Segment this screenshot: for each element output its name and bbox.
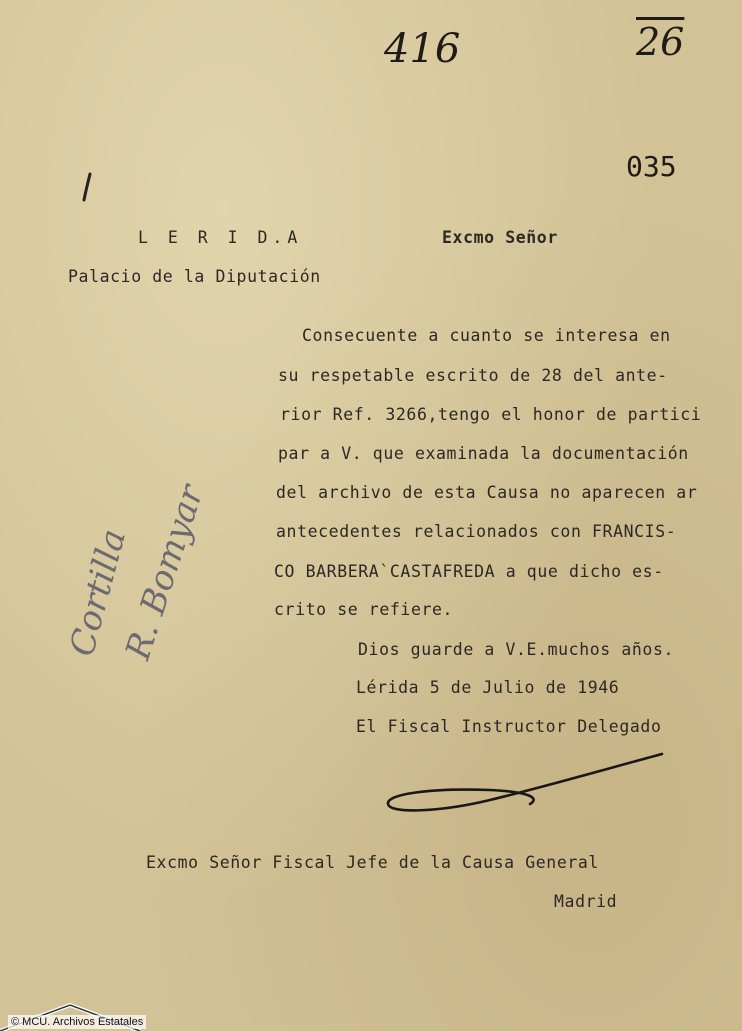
closing-line-2: Lérida 5 de Julio de 1946 bbox=[356, 678, 620, 697]
margin-note-line-1: Cortilla bbox=[62, 525, 135, 661]
handwritten-number-top: 416 bbox=[384, 26, 461, 72]
body-line: Consecuente a cuanto se interesa en bbox=[302, 326, 671, 345]
pen-mark bbox=[74, 172, 98, 206]
addressee-line-1: Excmo Señor Fiscal Jefe de la Causa General bbox=[146, 853, 599, 872]
closing-line-1: Dios guarde a V.E.muchos años. bbox=[358, 640, 675, 659]
archive-credit: © MCU. Archivos Estatales bbox=[8, 1015, 146, 1029]
addressee-line-2: Madrid bbox=[554, 892, 618, 911]
body-line: del archivo de esta Causa no aparecen ar bbox=[276, 483, 698, 502]
body-line: crito se refiere. bbox=[274, 600, 454, 619]
stamp-number: 035 bbox=[626, 150, 677, 183]
body-line: su respetable escrito de 28 del ante- bbox=[278, 366, 668, 385]
margin-note-line-2: R. Bomyar bbox=[118, 480, 212, 665]
signature bbox=[380, 748, 670, 820]
header-salutation: Excmo Señor bbox=[442, 228, 558, 247]
closing-line-3: El Fiscal Instructor Delegado bbox=[356, 717, 662, 736]
body-line: antecedentes relacionados con FRANCIS- bbox=[276, 522, 677, 541]
handwritten-number-right: 26 bbox=[636, 20, 685, 64]
header-place-sub: Palacio de la Diputación bbox=[68, 267, 321, 286]
body-line: par a V. que examinada la documentación bbox=[278, 444, 689, 463]
body-line: CO BARBERA`CASTAFREDA a que dicho es- bbox=[274, 562, 664, 581]
body-line: rior Ref. 3266,tengo el honor de partici bbox=[280, 405, 702, 424]
header-place: L E R I D.A bbox=[138, 228, 303, 247]
